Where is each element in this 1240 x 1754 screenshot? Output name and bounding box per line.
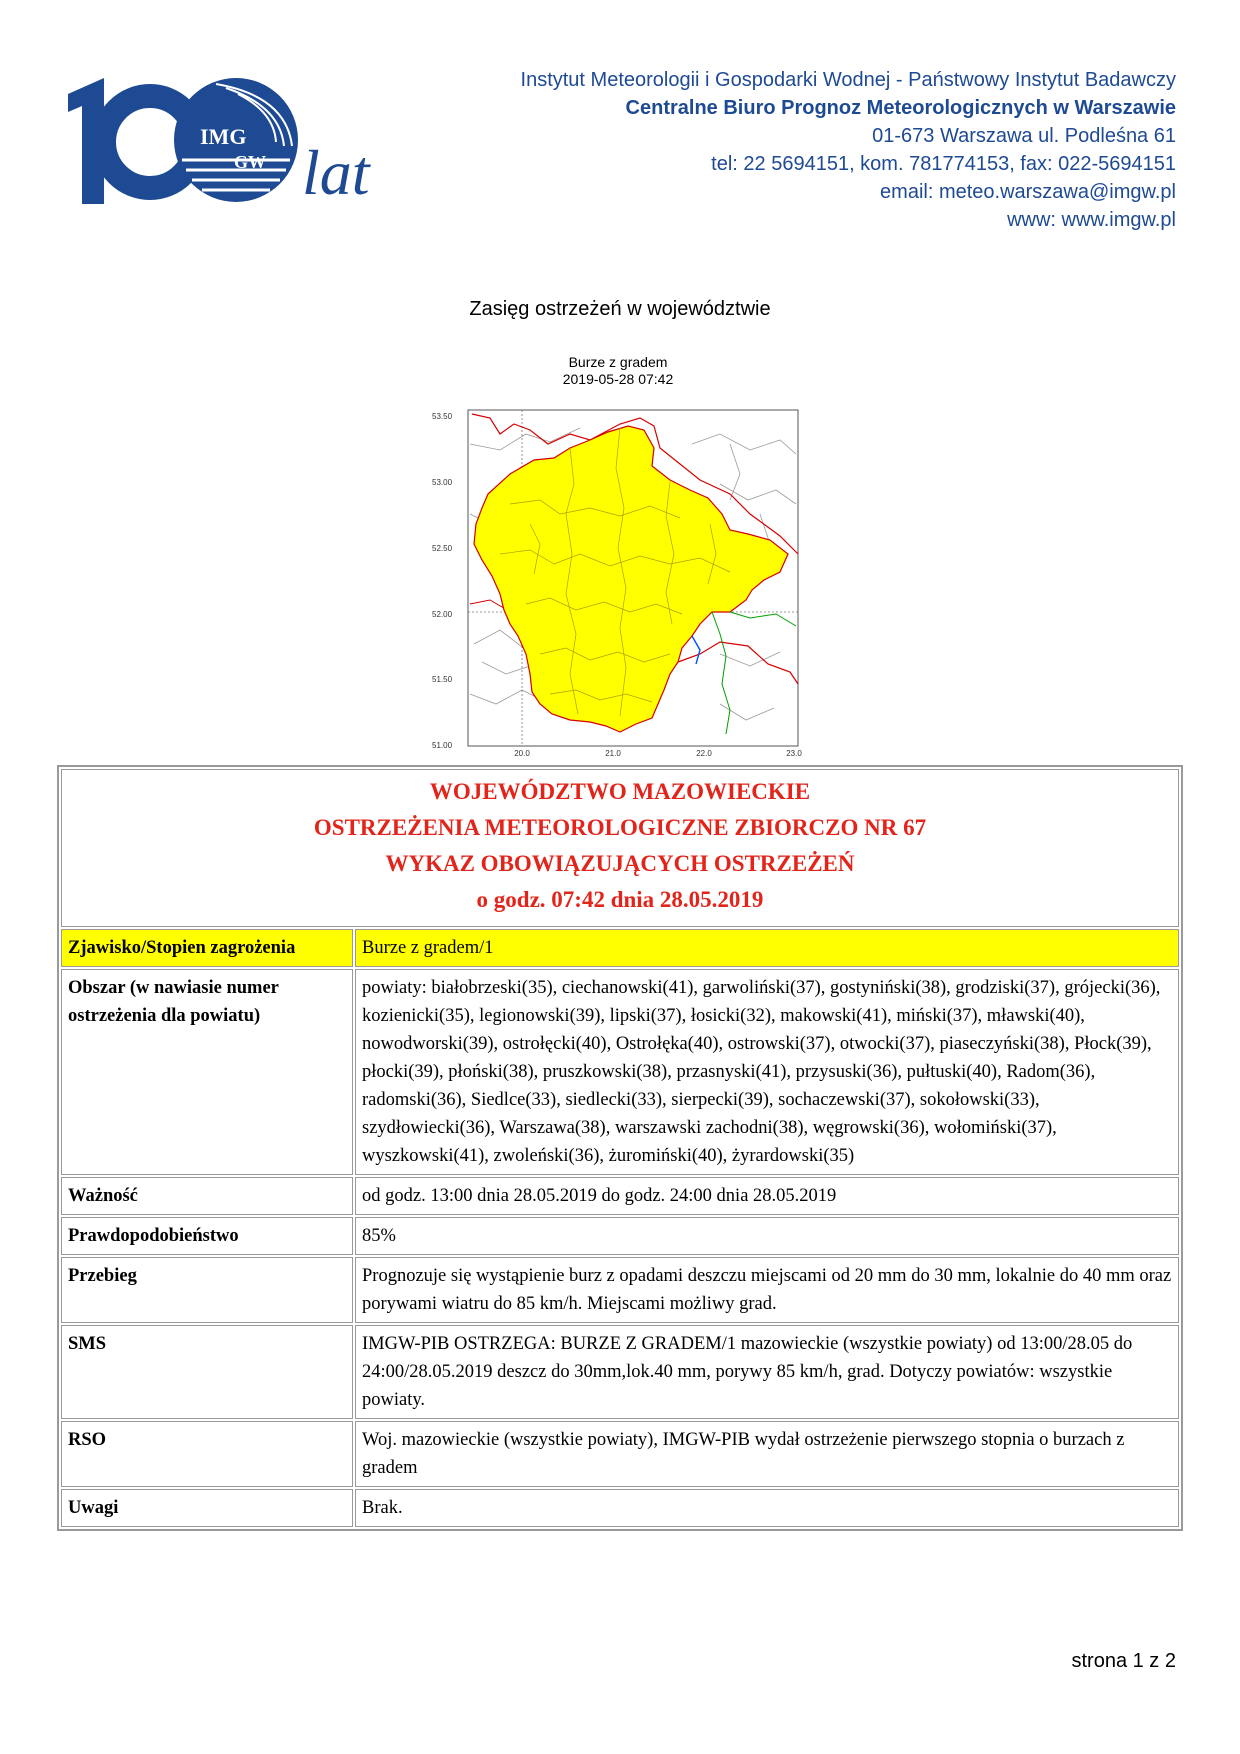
row-value: Prognozuje się wystąpienie burz z opadami deszczu miejscami od 20 mm do 30 mm, lokalnie do 40 mm oraz porywami wiatru do 85 km/h. Miejscami możliwy grad. bbox=[355, 1257, 1179, 1323]
map-caption bbox=[0, 354, 1240, 388]
row-value: od godz. 13:00 dnia 28.05.2019 do godz. 24:00 dnia 28.05.2019 bbox=[355, 1177, 1179, 1215]
org-address: 01-673 Warszawa ul. Podleśna 61 bbox=[872, 125, 1176, 147]
warning-issue-time: o godz. 07:42 dnia 28.05.2019 bbox=[476, 887, 764, 912]
y-tick: 52.50 bbox=[432, 544, 453, 553]
page-number: strona 1 z 2 bbox=[1071, 1650, 1176, 1672]
x-tick: 23.0 bbox=[786, 749, 802, 756]
row-value: Burze z gradem/1 bbox=[355, 929, 1179, 967]
row-label: Uwagi bbox=[61, 1489, 353, 1527]
org-name: Instytut Meteorologii i Gospodarki Wodnej - Państwowy Instytut Badawczy bbox=[520, 69, 1176, 91]
table-row bbox=[61, 1217, 1179, 1255]
table-row bbox=[61, 1489, 1179, 1527]
warning-table bbox=[57, 765, 1183, 1531]
table-row bbox=[61, 969, 1179, 1175]
svg-text:lat: lat bbox=[302, 137, 370, 208]
x-tick: 22.0 bbox=[696, 749, 712, 756]
page-heading: Zasięg ostrzeżeń w województwie bbox=[469, 298, 771, 320]
imgw-100-lat-logo bbox=[66, 76, 386, 216]
row-value: Woj. mazowieckie (wszystkie powiaty), IMGW-PIB wydał ostrzeżenie pierwszego stopnia o burzach z gradem bbox=[355, 1421, 1179, 1487]
row-label: Zjawisko/Stopien zagrożenia bbox=[61, 929, 353, 967]
row-value: 85% bbox=[355, 1217, 1179, 1255]
row-label: Obszar (w nawiasie numer ostrzeżenia dla powiatu) bbox=[61, 969, 353, 1175]
warning-map bbox=[430, 404, 810, 756]
organization-info bbox=[521, 66, 1176, 234]
svg-text:IMG: IMG bbox=[200, 124, 247, 149]
table-row bbox=[61, 1325, 1179, 1419]
y-tick: 51.00 bbox=[432, 741, 453, 750]
warning-list-title: WYKAZ OBOWIĄZUJĄCYCH OSTRZEŻEŃ bbox=[385, 851, 855, 876]
row-label: Prawdopodobieństwo bbox=[61, 1217, 353, 1255]
org-phone: tel: 22 5694151, kom. 781774153, fax: 022-5694151 bbox=[711, 153, 1176, 175]
warning-collection-title: OSTRZEŻENIA METEOROLOGICZNE ZBIORCZO NR 67 bbox=[313, 815, 927, 840]
map-title: Burze z gradem bbox=[568, 354, 668, 370]
row-label: Przebieg bbox=[61, 1257, 353, 1323]
y-tick: 51.50 bbox=[432, 675, 453, 684]
y-tick: 53.00 bbox=[432, 478, 453, 487]
org-bureau: Centralne Biuro Prognoz Meteorologicznych w Warszawie bbox=[625, 97, 1176, 119]
org-email[interactable]: email: meteo.warszawa@imgw.pl bbox=[880, 181, 1176, 203]
row-value: powiaty: białobrzeski(35), ciechanowski(41), garwoliński(37), gostyniński(38), grodziski(37), grójecki(36), kozienicki(35), legionowski(39), lipski(37), łosicki(32), makowski(41), miński(37), mławski(40), nowodworski(39), ostrołęcki(40), Ostrołęka(40), ostrowski(37), otwocki(37), piaseczyński(38), Płock(39), płocki(39), płoński(38), pruszkowski(38), przasnyski(41), przysuski(36), pułtuski(40), Radom(36), radomski(36), Siedlce(33), siedlecki(33), sierpecki(39), sochaczewski(37), sokołowski(33), szydłowiecki(36), Warszawa(38), warszawski zachodni(38), węgrowski(36), wołomiński(37), wyszkowski(41), zwoleński(36), żuromiński(40), żyrardowski(35) bbox=[355, 969, 1179, 1175]
y-tick: 53.50 bbox=[432, 412, 453, 421]
x-tick: 21.0 bbox=[605, 749, 621, 756]
voivodeship-title: WOJEWÓDZTWO MAZOWIECKIE bbox=[429, 779, 811, 804]
row-value: Brak. bbox=[355, 1489, 1179, 1527]
map-datetime: 2019-05-28 07:42 bbox=[562, 371, 674, 387]
row-label: RSO bbox=[61, 1421, 353, 1487]
table-row bbox=[61, 1421, 1179, 1487]
x-tick: 20.0 bbox=[514, 749, 530, 756]
row-label: SMS bbox=[61, 1325, 353, 1419]
svg-text:GW: GW bbox=[234, 152, 267, 172]
row-value: IMGW-PIB OSTRZEGA: BURZE Z GRADEM/1 mazowieckie (wszystkie powiaty) od 13:00/28.05 do 24:00/28.05.2019 deszcz do 30mm,lok.40 mm, porywy 85 km/h, grad. Dotyczy powiatów: wszystkie powiaty. bbox=[355, 1325, 1179, 1419]
row-label: Ważność bbox=[61, 1177, 353, 1215]
table-row bbox=[61, 1177, 1179, 1215]
y-tick: 52.00 bbox=[432, 610, 453, 619]
table-row bbox=[61, 929, 1179, 967]
table-row bbox=[61, 1257, 1179, 1323]
org-website[interactable]: www: www.imgw.pl bbox=[1007, 209, 1176, 231]
warning-header bbox=[61, 769, 1179, 927]
